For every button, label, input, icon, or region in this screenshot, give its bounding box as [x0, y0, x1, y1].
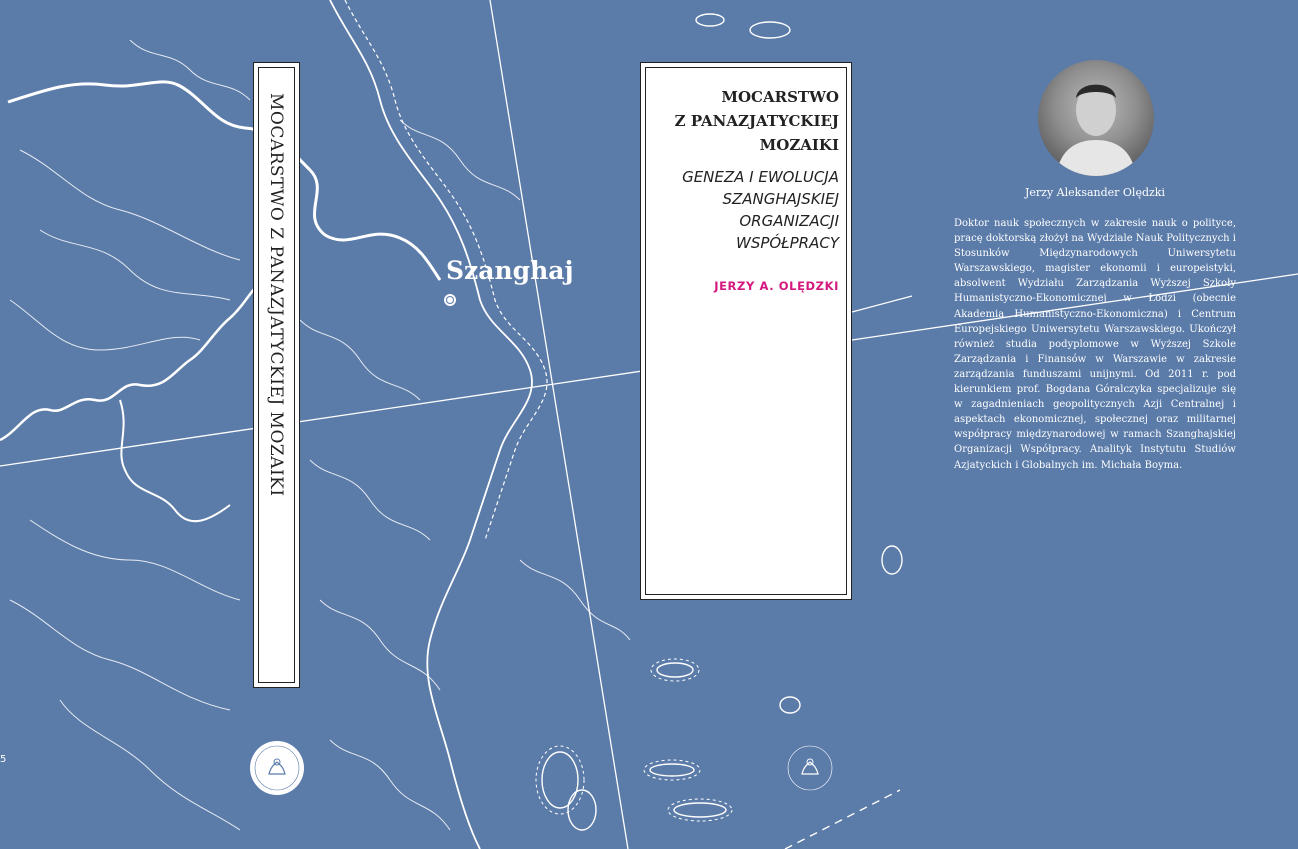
island: [542, 752, 578, 808]
island: [674, 803, 726, 817]
person-icon: [1038, 60, 1154, 176]
island: [650, 764, 694, 776]
publisher-logo: [249, 740, 305, 796]
title-line: Z PANAZJATYCKIEJ: [674, 112, 839, 130]
subtitle-line: ORGANIZACJI: [739, 212, 839, 230]
author-photo: [1038, 60, 1154, 176]
subtitle-line: GENEZA I EWOLUCJA: [682, 168, 839, 186]
author-bio: Doktor nauk społecznych w zakresie nauk o polityce, pracę doktorską złożył na Wydziale Nauk Politycznych i Stosunków Międzynarodowych Uniwersytetu Warszawskiego, magister ekonomii i europeistyki, absolwent Wydziału Zarządzania Wyższej Szkoły Humanistyczno-Ekonomicznej w Łodzi (obecnie Akademia Humanistyczno-Ekonomiczna) i Centrum Europejskiego Uniwersytetu Warszawskiego. Ukończył również studia podyplomowe w Wyższej Szkole Zarządzania i Finansów w Warszawie w zakresie zarządzania funduszami unijnymi. Od 2011 r. pod kierunkiem prof. Bogdana Góralczyka specjalizuje się w zagadnieniach geopolitycznych Azji Centralnej i aspektach ekonomicznej, społecznej oraz militarnej współpracy międzynarodowej w ramach Szanghajskiej Organizacji Współpracy. Analityk Instytutu Studiów Azjatyckich i Globalnych im. Michała Boyma.: [954, 218, 1236, 471]
spine-title: MOCARSTWO Z PANAZJATYCKIEJ MOZAIKI: [265, 93, 286, 497]
city-label: Szanghaj: [446, 256, 574, 285]
island: [882, 546, 902, 574]
book-author: JERZY A. OLĘDZKI: [714, 279, 839, 293]
island: [568, 790, 596, 830]
book-subtitle: [682, 166, 839, 254]
river-secondary: [0, 282, 262, 440]
back-author-name: Jerzy Aleksander Olędzki: [1025, 186, 1165, 199]
island: [657, 663, 693, 677]
book-title: [675, 85, 839, 157]
river-main: [8, 82, 440, 280]
spine-panel: [253, 62, 300, 688]
island: [750, 22, 790, 38]
front-cover-panel: [640, 62, 852, 600]
publisher-logo-back: [782, 740, 838, 796]
latitude-line-back: [852, 296, 912, 312]
coastline: [330, 0, 532, 849]
island: [696, 14, 724, 26]
island: [780, 697, 800, 713]
longitude-line: [490, 0, 628, 849]
title-line: MOZAIKI: [759, 136, 839, 154]
sea-boundary: [785, 790, 900, 849]
subtitle-line: WSPÓŁPRACY: [735, 234, 839, 252]
title-line: MOCARSTWO: [721, 88, 839, 106]
subtitle-line: SZANGHAJSKIEJ: [722, 190, 839, 208]
page-number: 5: [0, 754, 7, 765]
river-tributary: [120, 400, 230, 521]
